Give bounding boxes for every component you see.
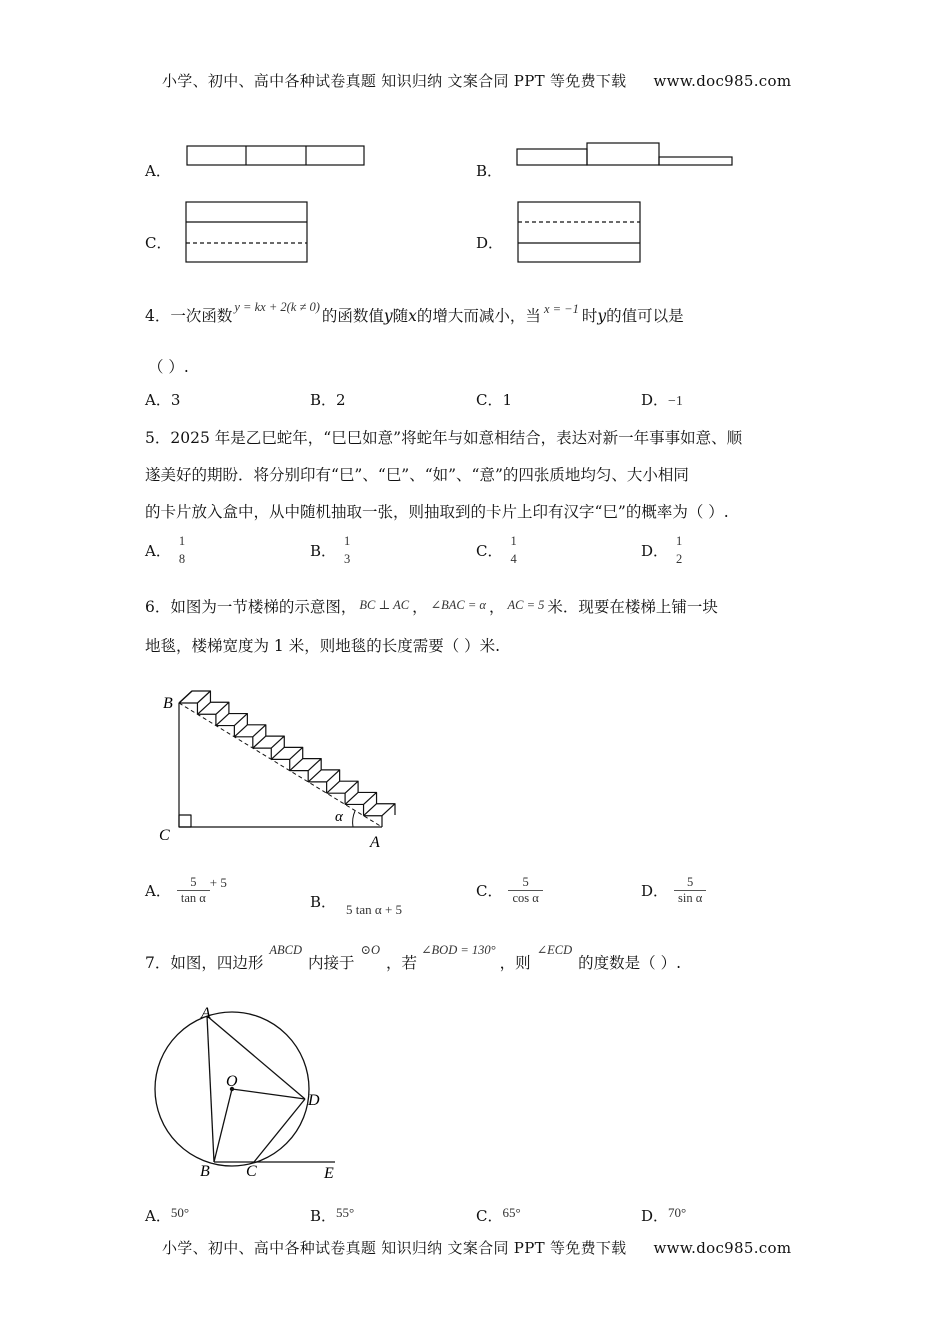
stair-step (197, 702, 228, 725)
stair-step (345, 792, 376, 815)
q6-staircase-figure (150, 665, 420, 855)
stair-top-edge (179, 691, 192, 703)
label-b: B (163, 695, 173, 712)
stair-step (308, 770, 339, 793)
q4-question: 4．一次函数 $^{y = kx + 2(k \ne 0)}$ 的函数值y随x的增大而减小，当 $^{x = -1}$ 时y的值可以是 (145, 300, 684, 325)
q6-line-2: 地毯，楼梯宽度为 1 米，则地毯的长度需要（ ）米. (145, 637, 501, 655)
q7-question: 7．如图，四边形$^{ABCD}$内接于$^{⊙O}$，若$^{\angle BOD = 130^\circ}$，则$^{\angle ECD}$的度数是（ ）. (145, 943, 682, 972)
q6-option-d[interactable]: D． $\frac{5}{\text{sin α}}$ (641, 875, 704, 906)
q4-option-b[interactable]: B．2 (310, 391, 346, 409)
label-d: D (308, 1092, 320, 1109)
footer-site: www.doc985.com (653, 1239, 792, 1257)
footer-text: 小学、初中、高中各种试卷真题 知识归纳 文案合同 PPT 等免费下载 (162, 1239, 627, 1257)
q3-option-d-figure (517, 200, 643, 264)
label-a: A (370, 834, 380, 851)
q6-option-b[interactable]: B． 5 tan α + 5 (310, 893, 403, 917)
header-site: www.doc985.com (653, 72, 792, 90)
q4-option-a[interactable]: A．3 (145, 391, 181, 409)
stair-step (290, 759, 321, 782)
stair-step (253, 736, 284, 759)
stair-step (179, 691, 210, 714)
stair-step (364, 804, 395, 827)
label-o: O (226, 1073, 238, 1090)
q4-option-d[interactable]: D．−1 (641, 391, 683, 409)
q6-option-a[interactable]: A． $\frac{5}{\text{tan α}}$ + 5 (145, 874, 227, 905)
header-text: 小学、初中、高中各种试卷真题 知识归纳 文案合同 PPT 等免费下载 (162, 72, 627, 90)
stair-step (327, 781, 358, 804)
q3-option-b-label: B． (476, 162, 503, 180)
q4-answer-paren: （ ）. (148, 358, 189, 376)
q3-option-a-label: A． (145, 162, 171, 180)
stair-step (271, 747, 302, 770)
q5-option-d[interactable]: D． 1 2 (641, 534, 683, 566)
q3-option-b-figure (516, 140, 736, 168)
page-header (162, 70, 791, 91)
q5-option-b[interactable]: B． 1 3 (310, 534, 351, 566)
label-b: B (200, 1163, 210, 1180)
label-a: A (201, 1005, 211, 1022)
label-c: C (159, 827, 170, 844)
q7-option-d[interactable]: D．70° (641, 1205, 687, 1225)
q7-option-c[interactable]: C．65° (476, 1205, 521, 1225)
q6-option-c[interactable]: C． $\frac{5}{\text{cos α}}$ (476, 875, 541, 906)
q6-line-1: 6．如图为一节楼梯的示意图， BC ⊥ AC ， ∠BAC = α ， AC = 5 米．现要在楼梯上铺一块 (145, 598, 718, 616)
q7-option-a[interactable]: A．50° (145, 1205, 190, 1225)
label-c: C (246, 1163, 257, 1180)
stair-step (234, 725, 265, 748)
q5-line-2: 遂美好的期盼．将分别印有“巳”、“巳”、“如”、“意”的四张质地均匀、大小相同 (145, 466, 689, 484)
q5-option-c[interactable]: C． 1 4 (476, 534, 517, 566)
label-alpha: α (335, 809, 343, 825)
q4-option-c[interactable]: C．1 (476, 391, 513, 409)
q4-condition: x = −1 (543, 302, 579, 316)
q7-option-b[interactable]: B．55° (310, 1205, 355, 1225)
q7-circle-figure (150, 998, 350, 1188)
q5-line-3: 的卡片放入盒中，从中随机抽取一张，则抽取到的卡片上印有汉字“巳”的概率为（ ）. (145, 503, 729, 521)
stair-step (216, 714, 247, 737)
q3-option-c-figure (185, 200, 310, 264)
label-e: E (324, 1165, 334, 1182)
q5-option-a[interactable]: A． 1 8 (145, 534, 186, 566)
q5-line-1: 5．2025 年是乙巳蛇年，“巳巳如意”将蛇年与如意相结合，表达对新一年事事如意、顺 (145, 429, 743, 447)
q3-option-a-figure (186, 144, 366, 168)
page-footer (162, 1237, 791, 1258)
q3-option-d-label: D． (476, 234, 504, 252)
q4-formula: y = kx + 2(k ≠ 0) (234, 300, 320, 314)
q3-option-c-label: C． (145, 234, 172, 252)
